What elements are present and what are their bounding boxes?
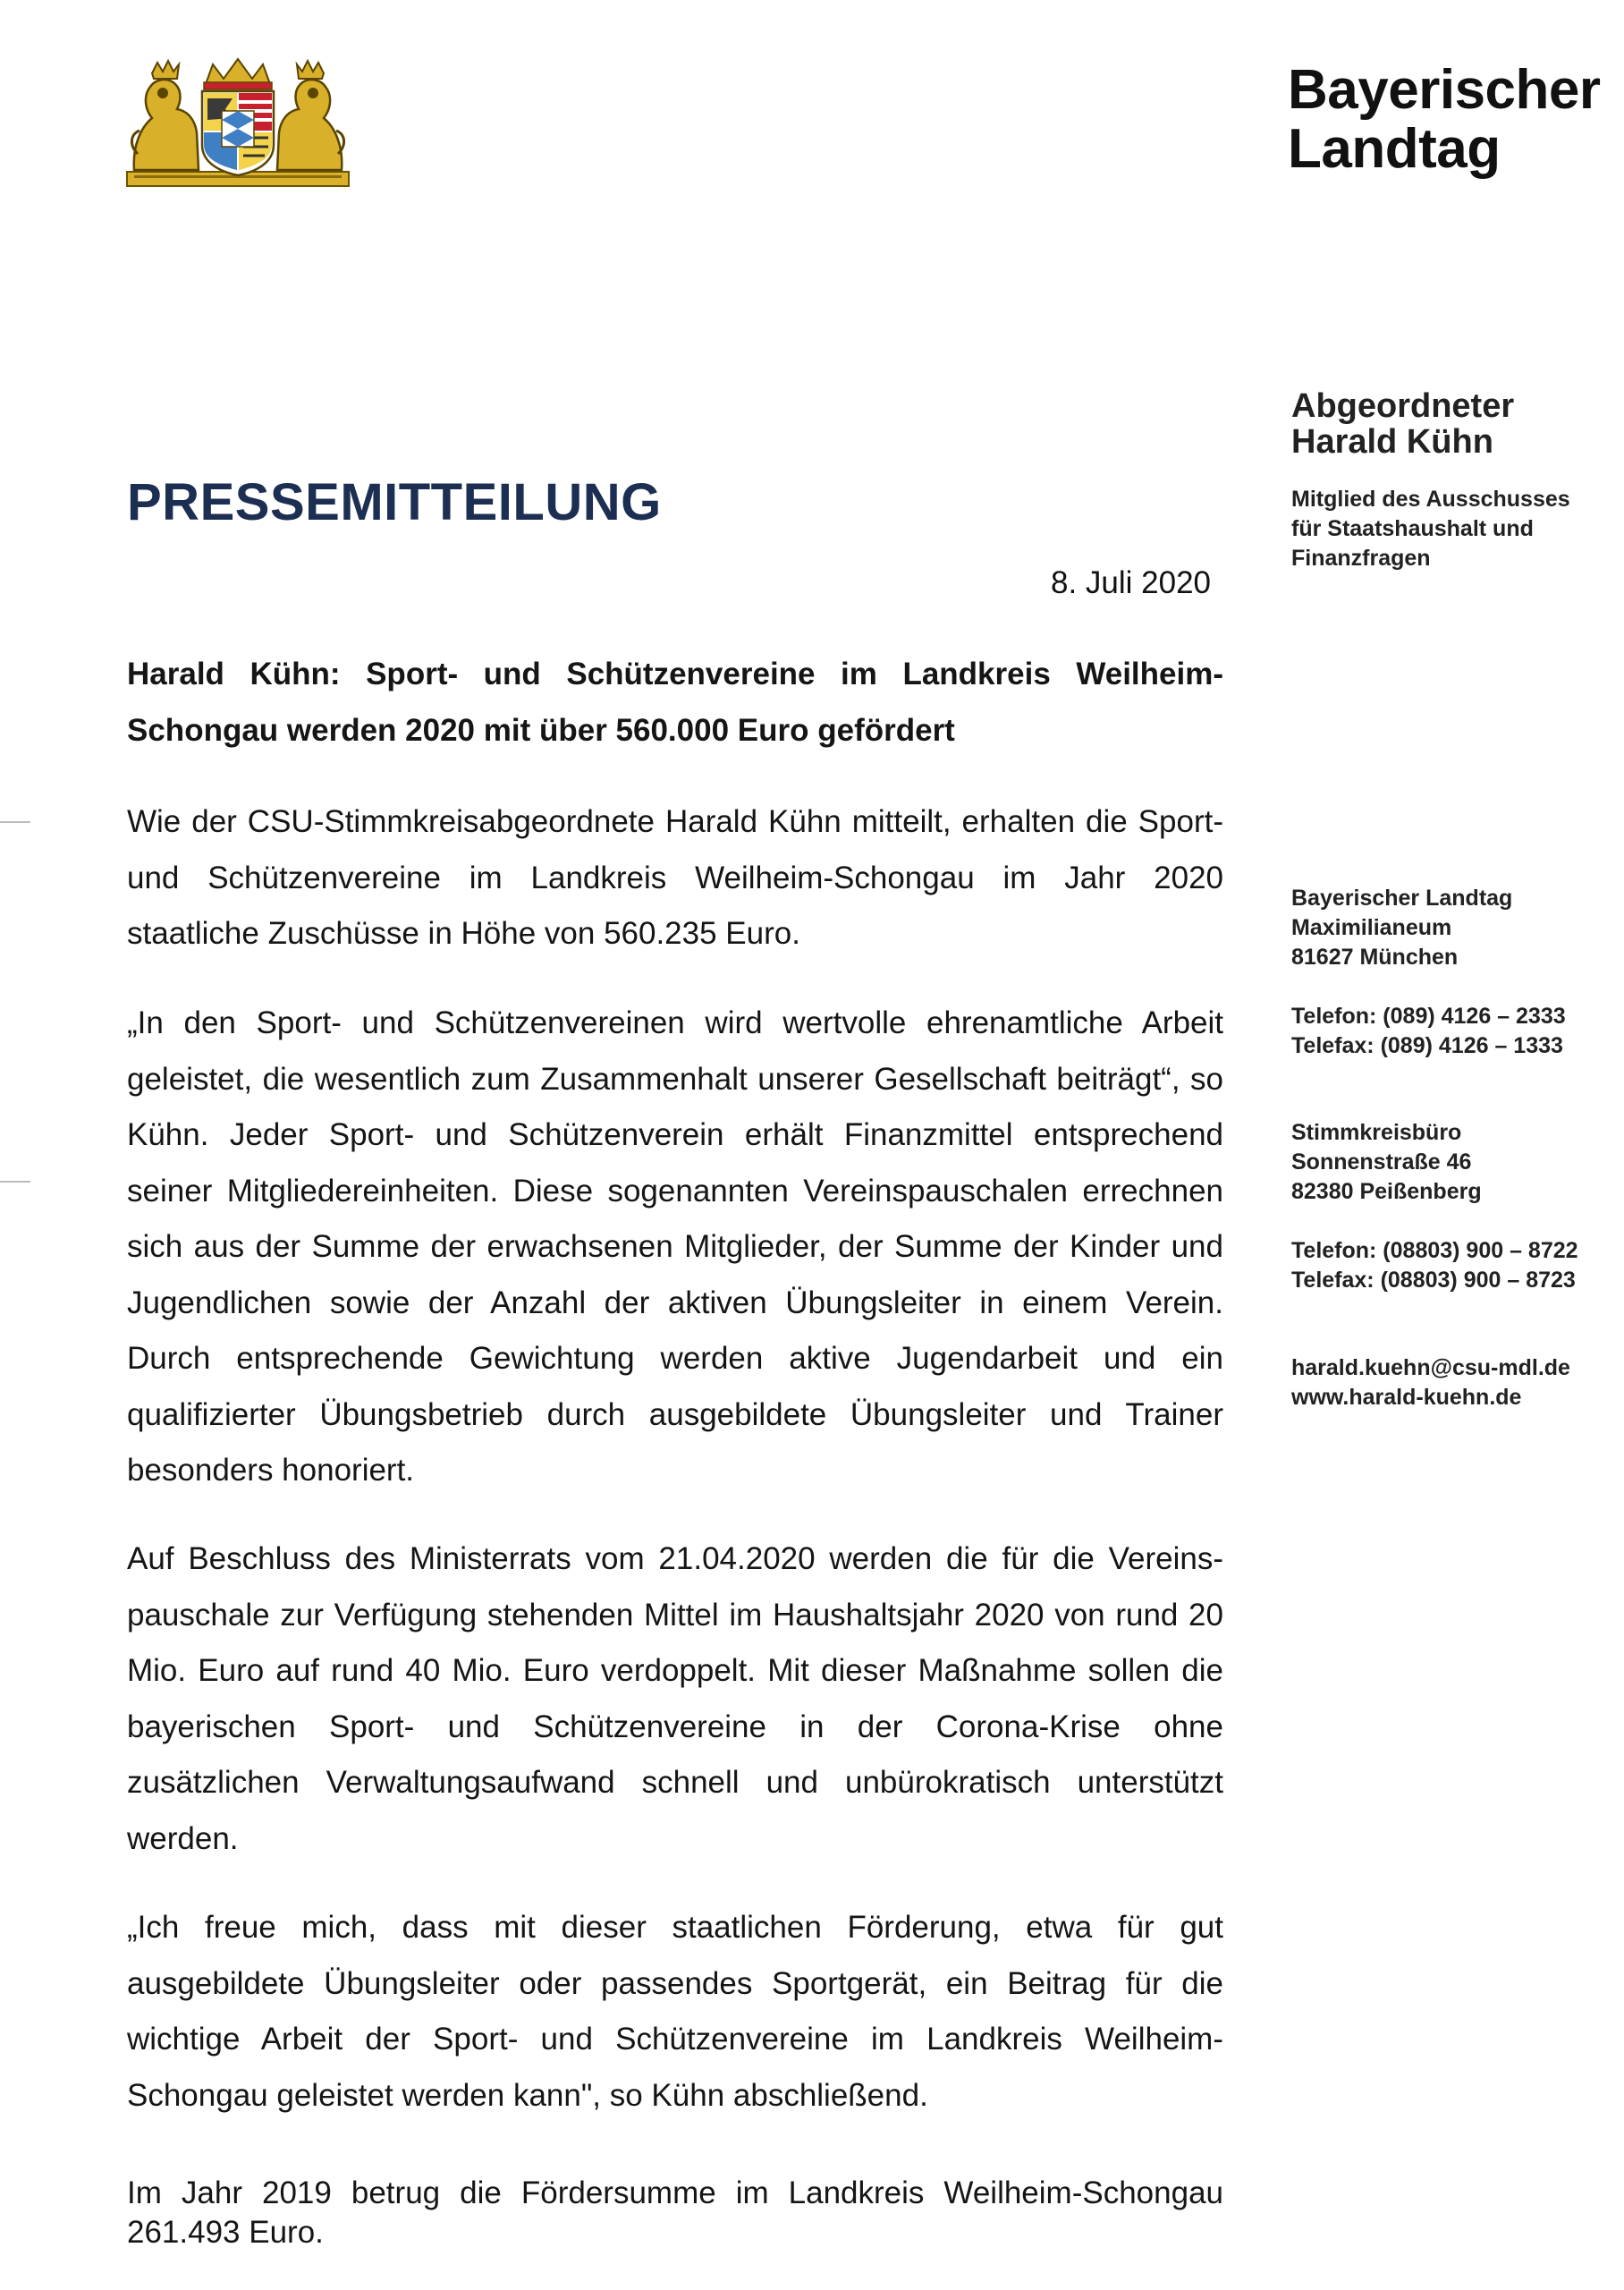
sidebar-fax-line: Telefax: (089) 4126 – 1333 (1291, 1033, 1563, 1058)
body-paragraph-1: Wie der CSU-Stimmkreisabgeordnete Harald Kühn mitteilt, erhalten die Sport- und Schützenvereine im Landkreis Weilheim-Schongau im Jahr 2020 staatliche Zuschüsse in Höhe von 560.235 Euro. (127, 804, 1223, 951)
body-paragraph-2: „In den Sport- und Schützenvereinen wird wertvolle ehrenamtliche Arbeit geleistet, die wesentlich zum Zusammenhalt unserer Gesellschaft beiträgt“, so Kühn. Jeder Sport- und Schützenverein erhält Finanzmittel entsprechend seiner Mitgliedereinheiten. Diese sogenannten Vereinspauschalen errechnen sich aus der Summe der erwachsenen Mitglieder, der Summe der Kinder und Jugendlichen sowie der Anzahl der aktiven Übungsleiter in einem Verein. Durch entsprechende Gewichtung werden aktive Jugendarbeit und ein qualifizierter Übungsbetrieb durch ausgebildete Übungsleiter und Trainer besonders honoriert. (127, 1005, 1223, 1488)
sidebar-phones (1291, 1002, 1566, 1061)
page-title: PRESSEMITTEILUNG (127, 473, 662, 531)
sidebar-office-line: Stimmkreisbüro (1291, 1120, 1462, 1145)
sidebar-role-line: für Staatshaushalt und (1291, 516, 1534, 541)
headline: Harald Kühn: Sport- und Schützenvereine im Landkreis Weilheim-Schongau werden 2020 mit über 560.000 Euro gefördert (127, 657, 1223, 748)
sidebar-phone-line: Telefon: (089) 4126 – 2333 (1291, 1004, 1566, 1029)
bavarian-coat-of-arms-icon (125, 55, 351, 190)
sidebar-office-fax-line: Telefax: (08803) 900 – 8723 (1291, 1268, 1576, 1293)
sidebar-office-phones (1291, 1236, 1578, 1295)
body-paragraph-5: Im Jahr 2019 betrug die Fördersumme im Landkreis Weilheim-Schongau 261.493 Euro. (127, 2176, 1223, 2250)
sidebar-name-line-1: Abgeordneter (1291, 387, 1515, 425)
sidebar-committee-role (1291, 485, 1570, 573)
brand-line-2: Landtag (1288, 118, 1501, 180)
sidebar-address-line: 81627 München (1291, 945, 1459, 970)
sidebar-name-line-2: Harald Kühn (1291, 423, 1493, 461)
sidebar-member-name (1291, 388, 1514, 460)
body-paragraph-3: Auf Beschluss des Ministerrats vom 21.04.2020 werden die für die Vereins-pauschale zur Verfügung stehenden Mittel im Haushaltsjahr 2020 von rund 20 Mio. Euro auf rund 40 Mio. Euro verdoppelt. Mit dieser Maßnahme sollen die bayerischen Sport- und Schützenvereine in der Corona-Krise ohne zusätzlichen Verwaltungsaufwand schnell und unbürokratisch unterstützt werden. (127, 1541, 1223, 1856)
sidebar-office-line: Sonnenstraße 46 (1291, 1149, 1472, 1175)
margin-mark (0, 821, 30, 823)
body-paragraph-4: „Ich freue mich, dass mit dieser staatlichen Förderung, etwa für gut ausgebildete Übungsleiter oder passendes Sportgerät, ein Beitrag für die wichtige Arbeit der Sport- und Schützenvereine im Landkreis Weilheim-Schongau geleistet werden kann", so Kühn abschließend. (127, 1910, 1223, 2113)
sidebar-address-line: Bayerischer Landtag (1291, 886, 1513, 911)
sidebar-email-link[interactable]: harald.kuehn@csu-mdl.de (1291, 1355, 1570, 1380)
margin-mark (0, 1181, 30, 1183)
sidebar-role-line: Finanzfragen (1291, 546, 1431, 571)
sidebar-website-link[interactable]: www.harald-kuehn.de (1291, 1385, 1522, 1410)
brand-logo (1288, 61, 1601, 179)
document-date: 8. Juli 2020 (1051, 565, 1212, 600)
sidebar-contact-web (1291, 1353, 1570, 1412)
sidebar-role-line: Mitglied des Ausschusses (1291, 487, 1570, 512)
sidebar-office-line: 82380 Peißenberg (1291, 1179, 1482, 1204)
brand-line-1: Bayerischer (1288, 59, 1601, 121)
sidebar-address-line: Maximilianeum (1291, 915, 1452, 940)
sidebar-address (1291, 884, 1512, 972)
sidebar-office-phone-line: Telefon: (08803) 900 – 8722 (1291, 1238, 1578, 1263)
sidebar-office (1291, 1118, 1482, 1207)
